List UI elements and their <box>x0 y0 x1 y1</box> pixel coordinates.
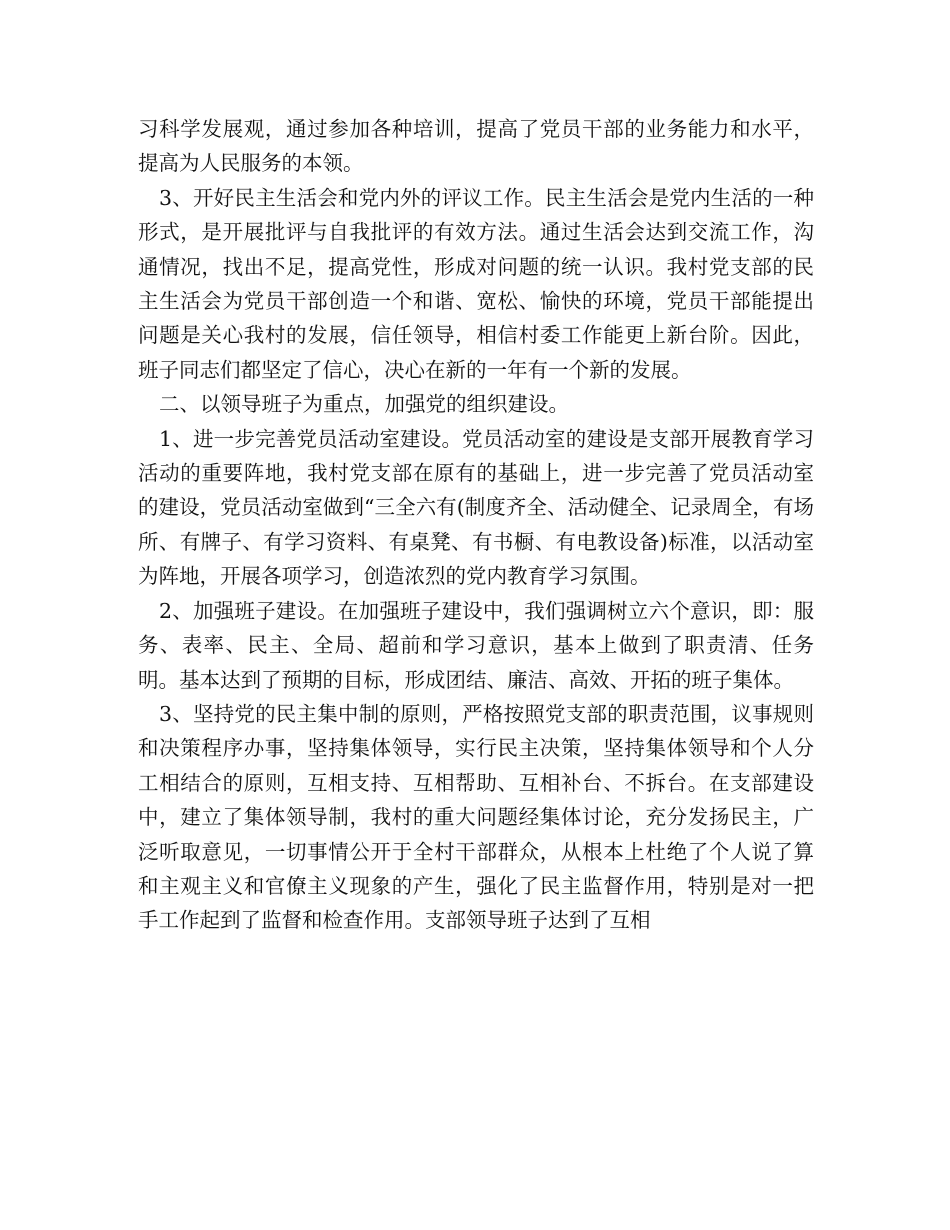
paragraph-team-building: 2、加强班子建设。在加强班子建设中，我们强调树立六个意识，即：服务、表率、民主、全局、超前和学习意识，基本上做到了职责清、任务明。基本达到了预期的目标，形成团结、廉洁、高效、开拓的班子集体。 <box>138 598 814 692</box>
paragraph-continuation: 习科学发展观，通过参加各种培训，提高了党员干部的业务能力和水平，提高为人民服务的本领。 <box>138 117 814 176</box>
paragraph-democratic-life-meeting: 3、开好民主生活会和党内外的评议工作。民主生活会是党内生活的一种形式，是开展批评与自我批评的有效方法。通过生活会达到交流工作，沟通情况，找出不足，提高党性，形成对问题的统一认识。我村党支部的民主生活会为党员干部创造一个和谐、宽松、愉快的环境，党员干部能提出问题是关心我村的发展，信任领导，相信村委工作能更上新台阶。因此，班子同志们都坚定了信心，决心在新的一年有一个新的发展。 <box>138 185 814 382</box>
document-body <box>138 112 814 938</box>
paragraph-activity-room: 1、进一步完善党员活动室建设。党员活动室的建设是支部开展教育学习活动的重要阵地，我村党支部在原有的基础上，进一步完善了党员活动室的建设，党员活动室做到“三全六有(制度齐全、活动健全、记录周全，有场所、有牌子、有学习资料、有桌凳、有书橱、有电教设备)标准，以活动室为阵地，开展各项学习，创造浓烈的党内教育学习氛围。 <box>138 426 814 589</box>
section-heading-organization-building: 二、以领导班子为重点，加强党的组织建设。 <box>159 392 569 417</box>
paragraph-democratic-centralism: 3、坚持党的民主集中制的原则，严格按照党支部的职责范围，议事规则和决策程序办事，坚持集体领导，实行民主决策，坚持集体领导和个人分工相结合的原则，互相支持、互相帮助、互相补台、不拆台。在支部建设中，建立了集体领导制，我村的重大问题经集体讨论，充分发扬民主，广泛听取意见，一切事情公开于全村干部群众，从根本上杜绝了个人说了算和主观主义和官僚主义现象的产生，强化了民主监督作用，特别是对一把手工作起到了监督和检查作用。支部领导班子达到了互相 <box>138 701 814 933</box>
